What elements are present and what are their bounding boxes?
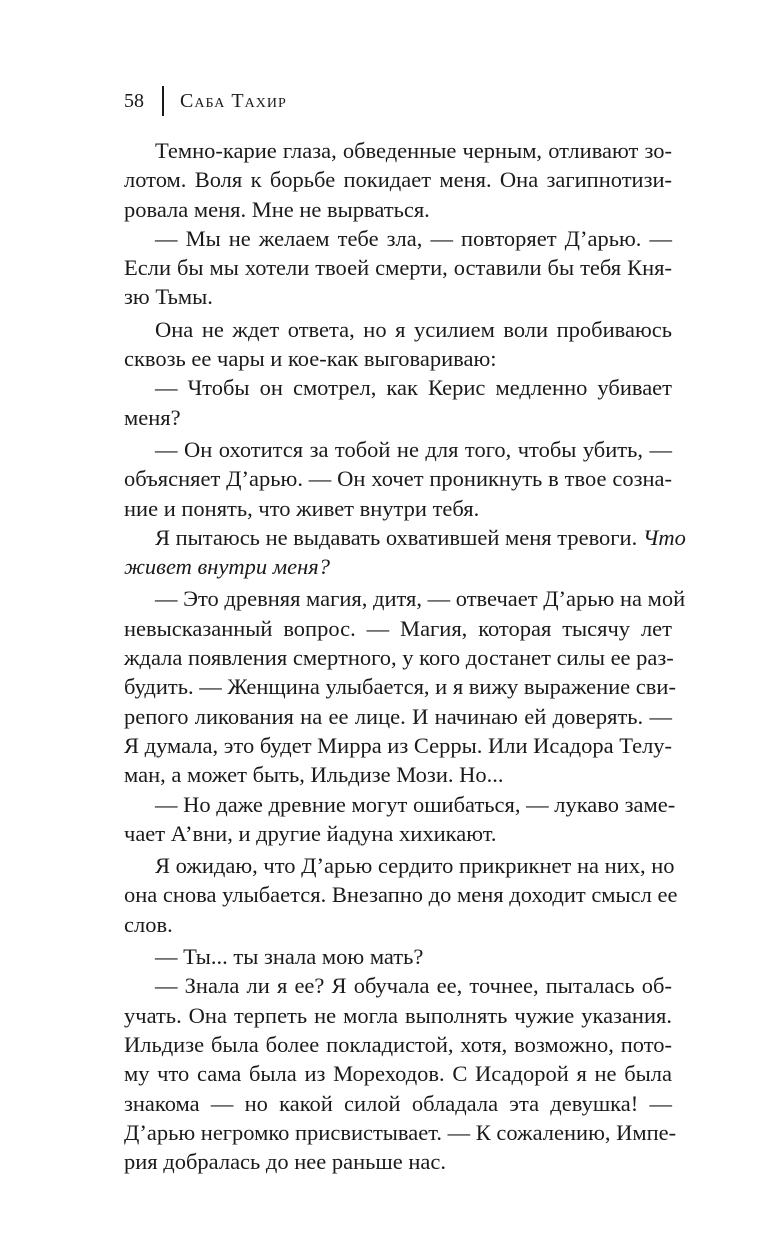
text-line-content: му что сама была из Мореходов. С Исадорой я не была xyxy=(124,1061,672,1087)
text-line-content: Я ожидаю, что Д’арью сердито прикрикнет на них, но xyxy=(155,853,675,879)
text-line xyxy=(124,1059,672,1088)
text-line xyxy=(124,136,672,165)
text-line-content: Я думала, это будет Мирра из Серры. Или Исадора Телу- xyxy=(124,732,673,758)
text-line xyxy=(124,760,672,789)
text-line-content: объясняет Д’арью. — Он хочет проникнуть в твое созна- xyxy=(124,466,672,492)
text-line-content: Ильдизе была более покладистой, хотя, возможно, пото- xyxy=(124,1031,672,1057)
italic-text: живет внутри меня? xyxy=(124,554,331,580)
italic-text: Что xyxy=(642,524,686,550)
running-head-author: Саба Тахир xyxy=(180,89,287,112)
text-line xyxy=(124,315,672,344)
text-line xyxy=(124,253,672,282)
text-line xyxy=(124,552,672,581)
text-line-content: знакома — но какой силой обладала эта девушка! — xyxy=(124,1090,672,1116)
header-divider xyxy=(162,86,164,116)
text-line xyxy=(124,584,686,613)
text-line-content: ровала меня. Мне не вырваться. xyxy=(124,196,430,222)
text-line xyxy=(124,880,678,909)
text-line-content: ждала появления смертного, у кого достанет силы ее раз- xyxy=(124,645,674,671)
text-line xyxy=(124,1118,677,1147)
text-line-content: — Мы не желаем тебе зла, — повторяет Д’арью. — xyxy=(155,225,672,251)
body-text xyxy=(124,136,686,1176)
text-line xyxy=(124,971,672,1000)
text-line xyxy=(124,403,672,432)
text-line-content: репого ликования на ее лице. И начинаю ей доверять. — xyxy=(124,703,672,729)
text-line xyxy=(124,1147,672,1176)
text-line-content: — Он охотится за тобой не для того, чтобы убить, — xyxy=(155,436,672,462)
text-line xyxy=(124,224,672,253)
text-line xyxy=(124,614,672,643)
text-line-content: Она не ждет ответа, но я усилием воли пробиваюсь xyxy=(155,316,672,342)
text-line-content: Если бы мы хотели твоей смерти, оставили бы тебя Кня- xyxy=(124,255,672,281)
text-line xyxy=(124,435,672,464)
text-line xyxy=(124,731,672,760)
text-line xyxy=(124,165,672,194)
text-line-content: Д’арью негромко присвистывает. — К сожалению, Импе- xyxy=(124,1119,677,1145)
text-line-content: — Знала ли я ее? Я обучала ее, точнее, пыталась об- xyxy=(155,973,672,999)
text-line-content: сквозь ее чары и кое-как выговариваю: xyxy=(124,346,497,372)
text-line xyxy=(124,819,672,848)
text-line xyxy=(124,494,672,523)
text-line-content: слов. xyxy=(124,911,173,937)
text-line-content: будить. — Женщина улыбается, и я вижу выражение сви- xyxy=(124,674,676,700)
text-line-content: лотом. Воля к борьбе покидает меня. Она загипнотизи- xyxy=(124,167,672,193)
text-line-content: ние и понять, что живет внутри тебя. xyxy=(124,495,480,521)
text-line-content: Я пытаюсь не выдавать охватившей меня тревоги. xyxy=(155,524,643,550)
text-line-content: зю Тьмы. xyxy=(124,284,213,310)
text-line-content: ман, а может быть, Ильдизе Мози. Но... xyxy=(124,762,504,788)
text-line-content: чает А’вни, и другие йадуна хихикают. xyxy=(124,820,497,846)
text-line xyxy=(124,344,672,373)
text-line xyxy=(124,643,672,672)
text-line xyxy=(124,910,672,939)
text-line xyxy=(124,942,672,971)
text-line xyxy=(124,1089,672,1118)
page-number: 58 xyxy=(124,89,144,112)
page-header xyxy=(124,86,287,116)
text-line xyxy=(124,702,672,731)
text-line xyxy=(124,851,675,880)
text-line xyxy=(124,790,676,819)
text-line-content: меня? xyxy=(124,404,181,430)
text-line-content: Темно-карие глаза, обведенные черным, отливают зо- xyxy=(155,138,672,163)
text-line xyxy=(124,1030,672,1059)
text-line-content: — Но даже древние могут ошибаться, — лукаво заме- xyxy=(155,791,676,817)
text-line xyxy=(124,373,672,402)
text-line-content: — Чтобы он смотрел, как Керис медленно убивает xyxy=(155,375,672,401)
text-line xyxy=(124,464,672,493)
text-line-content: — Это древняя магия, дитя, — отвечает Д’арью на мой xyxy=(155,586,686,612)
text-line xyxy=(124,282,672,311)
text-line-content: — Ты... ты знала мою мать? xyxy=(155,944,424,970)
text-line xyxy=(124,195,672,224)
text-line xyxy=(124,523,686,552)
text-line xyxy=(124,672,676,701)
text-line-content: она снова улыбается. Внезапно до меня доходит смысл ее xyxy=(124,882,678,908)
text-line-content: учать. Она терпеть не могла выполнять чужие указания. xyxy=(124,1002,672,1028)
text-line-content: невысказанный вопрос. — Магия, которая тысячу лет xyxy=(124,615,672,641)
text-line xyxy=(124,1001,672,1030)
text-line-content: рия добралась до нее раньше нас. xyxy=(124,1149,447,1175)
